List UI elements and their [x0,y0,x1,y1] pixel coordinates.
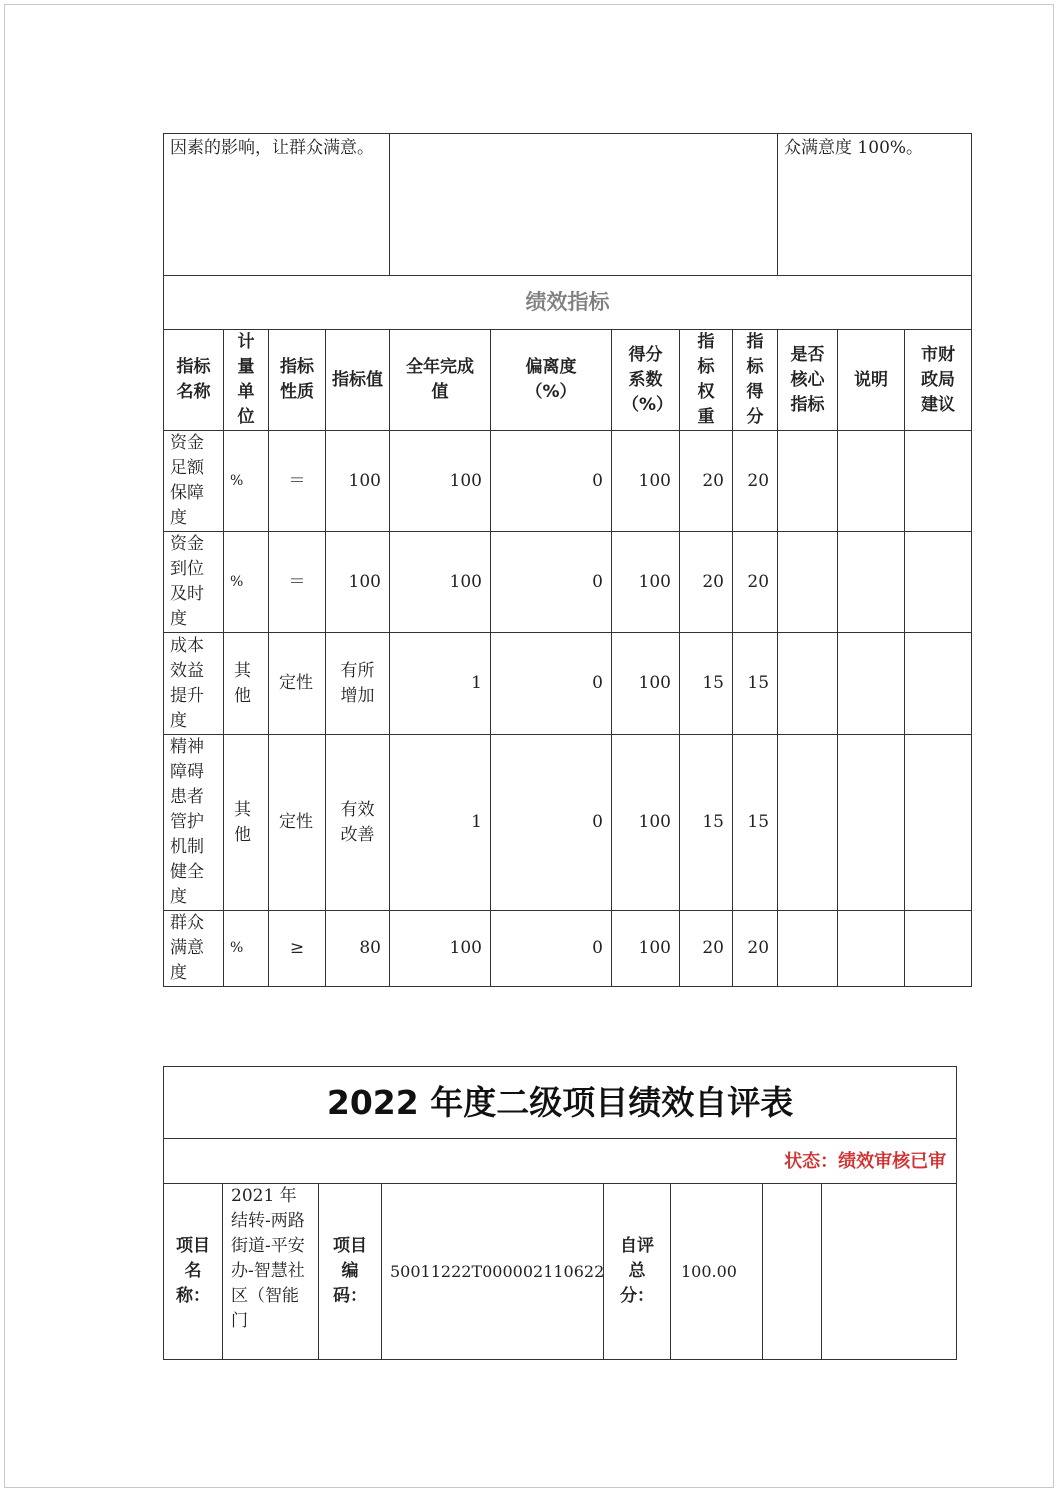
core-cell [778,431,838,532]
status-badge: 状态：绩效审核已审 [164,1139,957,1184]
unit-cell: % [224,532,269,633]
performance-indicator-table [163,133,972,987]
form-title: 2022 年度二级项目绩效自评表 [164,1067,957,1139]
continuation-cell-1: 因素的影响，让群众满意。 [164,134,390,276]
header-cell: 偏离度（%） [491,330,612,431]
nature-cell: 定性 [269,735,326,911]
weight-cell: 15 [680,633,733,735]
actual-cell: 100 [390,532,491,633]
self-evaluation-form [163,1066,957,1360]
target-cell: 有所增加 [326,633,390,735]
score-cell: 20 [733,532,778,633]
target-cell: 80 [326,911,390,987]
header-cell: 得分系数（%） [612,330,680,431]
advice-cell [905,431,972,532]
target-cell: 100 [326,431,390,532]
coef-cell: 100 [612,633,680,735]
score-cell: 20 [733,911,778,987]
nature-cell: ＝ [269,532,326,633]
weight-cell: 20 [680,911,733,987]
header-cell: 指标值 [326,330,390,431]
actual-cell: 1 [390,633,491,735]
target-cell: 100 [326,532,390,633]
weight-cell: 20 [680,532,733,633]
nature-cell: ≥ [269,911,326,987]
actual-cell: 100 [390,911,491,987]
note-cell [838,633,905,735]
actual-cell: 100 [390,431,491,532]
header-cell: 全年完成值 [390,330,491,431]
header-cell: 计量单位 [224,330,269,431]
advice-cell [905,633,972,735]
deviation-cell: 0 [491,911,612,987]
core-cell [778,532,838,633]
self-score-value: 100.00 [671,1184,763,1360]
coef-cell: 100 [612,911,680,987]
score-cell: 15 [733,633,778,735]
weight-cell: 15 [680,735,733,911]
continuation-row [164,134,972,276]
nature-cell: 定性 [269,633,326,735]
indicator-name: 群众满意度 [164,911,224,987]
score-cell: 15 [733,735,778,911]
header-cell: 指标得分 [733,330,778,431]
deviation-cell: 0 [491,532,612,633]
header-cell: 指标权重 [680,330,733,431]
unit-cell: 其他 [224,633,269,735]
header-row [164,330,972,431]
deviation-cell: 0 [491,735,612,911]
advice-cell [905,911,972,987]
core-cell [778,911,838,987]
project-name-value: 2021 年结转-两路街道-平安办-智慧社区（智能门 [223,1184,319,1360]
note-cell [838,911,905,987]
actual-cell: 1 [390,735,491,911]
coef-cell: 100 [612,735,680,911]
empty-cell [822,1184,957,1360]
header-cell: 是否核心指标 [778,330,838,431]
deviation-cell: 0 [491,633,612,735]
project-name-label: 项目名称： [164,1184,223,1360]
project-code-value: 50011222T000002110622 [382,1184,604,1360]
advice-cell [905,735,972,911]
core-cell [778,633,838,735]
project-code-label: 项目编码： [319,1184,382,1360]
coef-cell: 100 [612,532,680,633]
table-row [164,633,972,735]
core-cell [778,735,838,911]
unit-cell: % [224,911,269,987]
score-cell: 20 [733,431,778,532]
table-row [164,431,972,532]
header-cell: 指标名称 [164,330,224,431]
target-cell: 有效改善 [326,735,390,911]
self-score-label: 自评总分： [604,1184,671,1360]
table-row [164,532,972,633]
advice-cell [905,532,972,633]
continuation-cell-3: 众满意度 100%。 [778,134,972,276]
empty-cell [763,1184,822,1360]
weight-cell: 20 [680,431,733,532]
deviation-cell: 0 [491,431,612,532]
unit-cell: % [224,431,269,532]
indicator-name: 资金到位及时度 [164,532,224,633]
indicator-name: 成本效益提升度 [164,633,224,735]
nature-cell: ＝ [269,431,326,532]
table-row [164,911,972,987]
coef-cell: 100 [612,431,680,532]
continuation-cell-2 [390,134,778,276]
note-cell [838,532,905,633]
table-row [164,735,972,911]
header-cell: 指标性质 [269,330,326,431]
header-cell: 市财政局建议 [905,330,972,431]
note-cell [838,431,905,532]
header-cell: 说明 [838,330,905,431]
indicator-name: 资金足额保障度 [164,431,224,532]
indicator-name: 精神障碍患者管护机制健全度 [164,735,224,911]
section-title: 绩效指标 [164,276,972,330]
project-info-row [164,1184,957,1360]
note-cell [838,735,905,911]
unit-cell: 其他 [224,735,269,911]
